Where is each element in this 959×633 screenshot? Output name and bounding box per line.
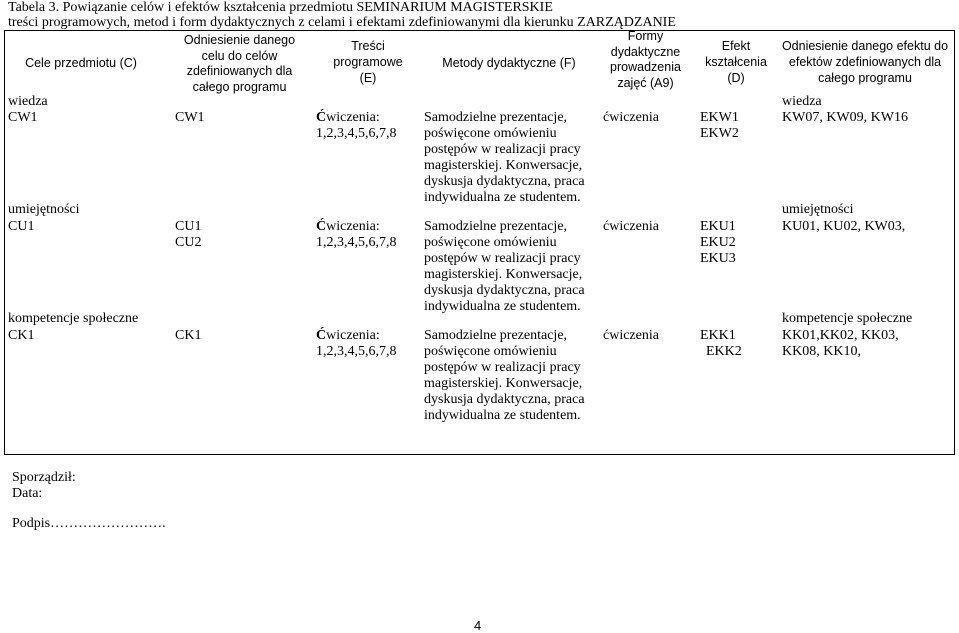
col-header-formy: Formy dydaktyczne prowadzenia zajęć (A9): [610, 29, 681, 90]
metody-umiejetnosci: Samodzielne prezentacje, poświęcone omówieniu postępów w realizacji pracy magisterskiej. Konwersacje, dyskusja dydaktyczna, praca indywidualna ze studentem.: [424, 219, 585, 314]
odniesienie-celu-wiedza: CW1: [175, 110, 205, 125]
page-number: 4: [474, 618, 482, 633]
formy-kompetencje: ćwiczenia: [603, 328, 659, 343]
metody-kompetencje: Samodzielne prezentacje, poświęcone omówieniu postępów w realizacji pracy magisterskiej. Konwersacje, dyskusja dydaktyczna, praca indywidualna ze studentem.: [424, 328, 585, 423]
col-header-odniesienie-efektu: Odniesienie danego efektu do efektów zdefiniowanych dla całego programu: [781, 39, 949, 85]
efekty-kompetencje: EKK1 EKK2: [700, 328, 742, 359]
section-label-wiedza-right: wiedza: [782, 94, 822, 109]
cel-ck1: CK1: [8, 328, 35, 343]
cel-cw1: CW1: [8, 110, 38, 125]
tresci-kompetencje: Ćwiczenia: 1,2,3,4,5,6,7,8: [316, 328, 397, 359]
data-label: Data:: [12, 486, 43, 501]
section-label-umiejetnosci: umiejętności: [8, 202, 80, 217]
podpis-label: Podpis…………………….: [12, 516, 166, 531]
formy-umiejetnosci: ćwiczenia: [603, 219, 659, 234]
col-header-efekt: Efekt kształcenia (D): [705, 39, 767, 85]
odniesienie-celu-kompetencje: CK1: [175, 328, 202, 343]
section-label-kompetencje: kompetencje społeczne: [8, 311, 139, 326]
efekty-wiedza: EKW1 EKW2: [700, 110, 739, 141]
table-caption: Tabela 3. Powiązanie celów i efektów kształcenia przedmiotu SEMINARIUM MAGISTERSKIE: [8, 0, 553, 15]
cel-cu1: CU1: [8, 219, 35, 234]
table-caption-continued: treści programowych, metod i form dydaktycznych z celami i efektami zdefiniowanymi dla kierunku ZARZĄDZANIE: [8, 15, 676, 30]
col-header-cele: Cele przedmiotu (C): [25, 56, 137, 70]
odniesienie-efektu-umiejetnosci: KU01, KU02, KW03,: [782, 219, 906, 234]
tresci-umiejetnosci: Ćwiczenia: 1,2,3,4,5,6,7,8: [316, 219, 397, 250]
formy-wiedza: ćwiczenia: [603, 110, 659, 125]
section-label-kompetencje-right: kompetencje społeczne: [782, 311, 913, 326]
col-header-odniesienie-celu: Odniesienie danego celu do celów zdefiniowanych dla całego programu: [183, 33, 296, 94]
col-header-tresci: Treści programowe (E): [333, 39, 403, 85]
tresci-wiedza: Ćwiczenia: 1,2,3,4,5,6,7,8: [316, 110, 397, 141]
odniesienie-efektu-kompetencje: KK01,KK02, KK03, KK08, KK10,: [782, 328, 899, 359]
odniesienie-efektu-wiedza: KW07, KW09, KW16: [782, 110, 908, 125]
section-label-wiedza: wiedza: [8, 94, 48, 109]
col-header-metody: Metody dydaktyczne (F): [442, 56, 576, 70]
metody-wiedza: Samodzielne prezentacje, poświęcone omówieniu postępów w realizacji pracy magisterskiej. Konwersacje, dyskusja dydaktyczna, praca indywidualna ze studentem.: [424, 110, 585, 205]
efekty-umiejetnosci: EKU1 EKU2 EKU3: [700, 219, 736, 266]
sporzadzil-label: Sporządził:: [12, 470, 76, 485]
section-label-umiejetnosci-right: umiejętności: [782, 202, 854, 217]
odniesienie-celu-umiejetnosci: CU1 CU2: [175, 219, 202, 250]
